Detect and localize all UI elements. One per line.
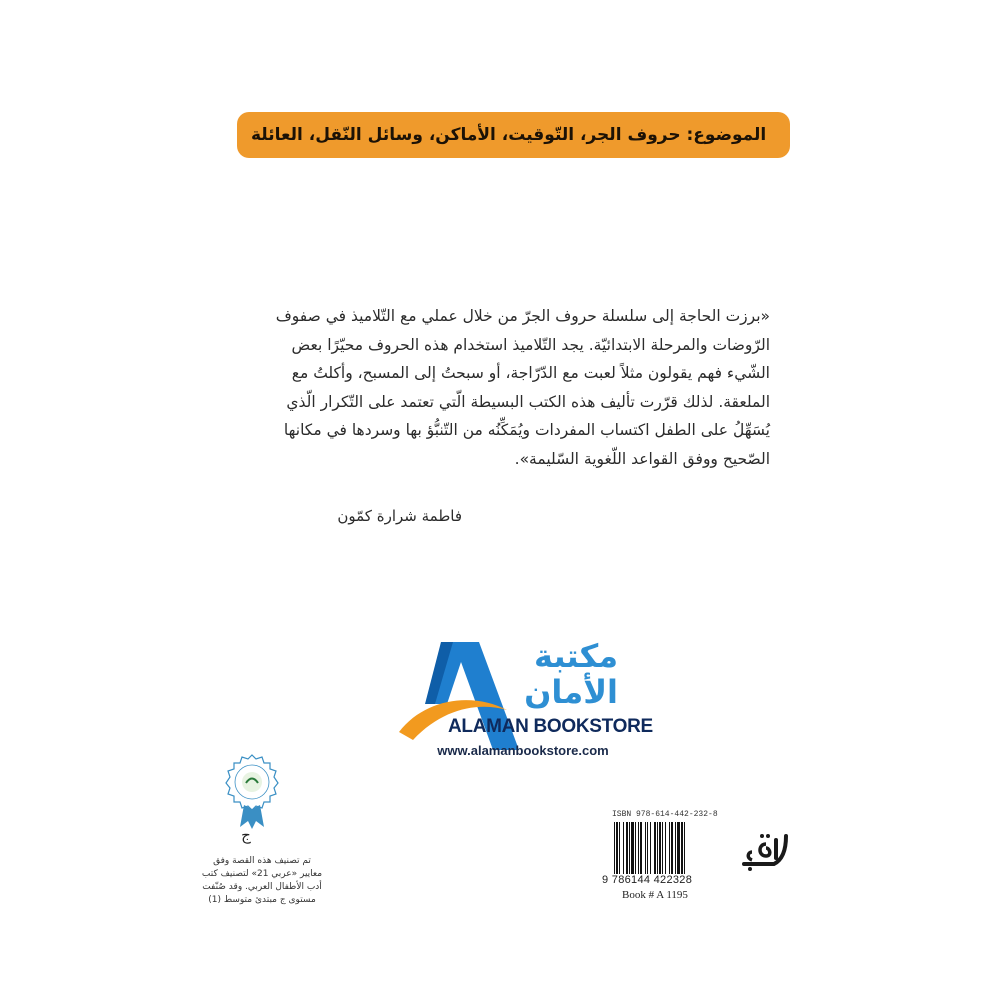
barcode-bar xyxy=(654,822,656,874)
barcode-bar xyxy=(659,822,661,874)
barcode-bar xyxy=(665,822,666,874)
book-number: Book # A 1195 xyxy=(622,889,688,901)
barcode-icon xyxy=(612,822,724,874)
classification-line: معايير «عربي 21» لتصنيف كتب xyxy=(201,869,323,879)
logo-english-wordmark: ALAMAN BOOKSTORE xyxy=(448,716,653,737)
blurb-line: الشّيء فهم يقولون مثلاً لعبت مع الدّرّاجة، أو سبحتُ إلى المسبح، وأكلتُ مع xyxy=(291,364,770,382)
publisher-imprint-icon xyxy=(736,830,792,872)
topic-banner xyxy=(237,112,790,158)
logo-arabic-wordmark xyxy=(478,638,618,718)
barcode-bar xyxy=(619,822,620,874)
barcode-bar xyxy=(623,822,624,874)
barcode-bar xyxy=(635,822,636,874)
isbn-label: ISBN 978-614-442-232-8 xyxy=(612,810,718,819)
barcode-bar xyxy=(671,822,673,874)
barcode-bar xyxy=(631,822,634,874)
grade-letter: ج xyxy=(241,826,251,844)
barcode-bar xyxy=(629,822,630,874)
barcode-bar xyxy=(675,822,676,874)
barcode-bar xyxy=(640,822,642,874)
barcode-bar xyxy=(650,822,651,874)
barcode-bar xyxy=(662,822,663,874)
classification-note xyxy=(196,855,328,907)
classification-line: مستوى ج مبتدئ متوسط (1) xyxy=(208,895,316,905)
barcode-bar xyxy=(677,822,680,874)
topic-text: الموضوع: حروف الجر، التّوقيت، الأماكن، وسائل النّقل، العائلة xyxy=(251,125,767,145)
barcode-bar xyxy=(681,822,683,874)
barcode-bar xyxy=(669,822,670,874)
blurb-quote xyxy=(250,302,770,473)
blurb-line: «برزت الحاجة إلى سلسلة حروف الجرّ من خلال عملي مع التّلاميذ في صفوف xyxy=(275,307,770,325)
author-name: فاطمة شرارة كمّون xyxy=(337,507,462,525)
logo-arabic-line: الأمان xyxy=(524,673,618,711)
blurb-line: الرّوضات والمرحلة الابتدائيّة. يجد التّلاميذ استخدام هذه الحروف محيّرًا بعض xyxy=(291,335,770,354)
barcode-digits: 9 786144 422328 xyxy=(602,874,693,886)
barcode-bar xyxy=(638,822,639,874)
blurb-line: يُسَهِّلُ على الطفل اكتساب المفردات ويُمَكِّنُه من التّنبُّؤ بها وسردها في مكانها xyxy=(283,421,770,439)
barcode-bar xyxy=(626,822,628,874)
arabi21-seal-icon xyxy=(222,753,282,833)
blurb-line: الصّحيح ووفق القواعد اللّغوية السّليمة». xyxy=(514,449,770,468)
barcode-bar xyxy=(647,822,648,874)
barcode-bar xyxy=(616,822,618,874)
logo-arabic-line: مكتبة xyxy=(534,637,618,675)
barcode-bar xyxy=(645,822,646,874)
classification-line: تم تصنيف هذه القصة وفق xyxy=(213,856,311,866)
blurb-line: الملعقة. لذلك قرّرت تأليف هذه الكتب البسيطة الّتي تعتمد على التّكرار الّذي xyxy=(286,392,770,411)
classification-line: أدب الأطفال العربي. وقد صُنّفت xyxy=(202,882,322,892)
barcode-bar xyxy=(657,822,658,874)
barcode-bar xyxy=(684,822,685,874)
website-url: www.alamanbookstore.com xyxy=(437,743,609,758)
barcode-bar xyxy=(614,822,615,874)
